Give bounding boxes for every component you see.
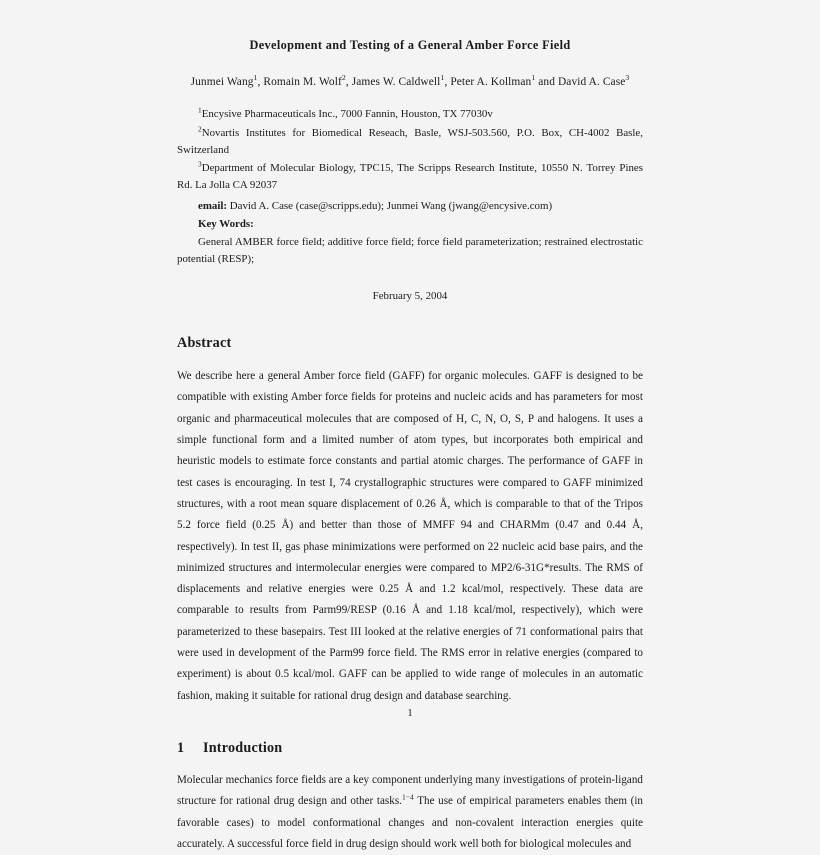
- email-line: [177, 198, 643, 216]
- affiliation-item: [177, 106, 643, 123]
- affiliation-text: Novartis Institutes for Biomedical Reseach, Basle, WSJ-503.560, P.O. Box, CH-4002 Basle, Switzerland: [177, 126, 643, 156]
- affiliation-marker: 1: [198, 105, 202, 115]
- page-number: 1: [407, 708, 413, 719]
- keywords-label: Key Words:: [198, 218, 254, 231]
- section-title: Introduction: [203, 739, 283, 756]
- affiliation-item: [177, 125, 643, 159]
- keywords-value: General AMBER force field; additive force field; force field parameterization; restrained electrostatic potential (RESP);: [177, 235, 643, 266]
- affiliation-text: Encysive Pharmaceuticals Inc., 7000 Fannin, Houston, TX 77030v: [201, 108, 493, 121]
- contact-and-keywords: [177, 198, 643, 269]
- abstract-body: We describe here a general Amber force field (GAFF) for organic molecules. GAFF is designed to be compatible with existing Amber force fields for proteins and nucleic acids and has parameters for most organic and pharmaceutical molecules that are composed of H, C, N, O, S, P and halogens. It uses a simple functional form and a limited number of atom types, but incorporates both empirical and heuristic models to estimate force constants and partial atomic charges. The performance of GAFF in test cases is encouraging. In test I, 74 crystallographic structures were compared to GAFF minimized structures, with a root mean square displacement of 0.26 Å, which is comparable to that of the Tripos 5.2 force field (0.25 Å) and better than those of MMFF 94 and CHARMm (0.47 and 0.44 Å, respectively). In test II, gas phase minimizations were performed on 22 nucleic acid base pairs, and the minimized structures and intermolecular energies were compared to MP2/6-31G*results. The RMS of displacements and relative energies were 0.25 Å and 1.2 kcal/mol, respectively. These data are comparable to results from Parm99/RESP (0.16 Å and 1.18 kcal/mol, respectively), which were parameterized to these basepairs. Test III looked at the relative energies of 71 conformational pairs that were used in development of the Parm99 force field. The RMS error in relative energies (compared to experiment) is about 0.5 kcal/mol. GAFF can be applied to wide range of molecules in an automatic fashion, making it suitable for rational drug design and database searching.: [177, 370, 643, 702]
- email-label: email:: [198, 200, 228, 213]
- affiliation-marker: 3: [198, 159, 202, 169]
- affiliation-list: [177, 106, 643, 194]
- author-list: Junmei Wang$^1$, Romain M. Wolf$^2$, James W. Caldwell$^1$, Peter A. Kollman$^1$ and David A. Case$^3$: [190, 73, 630, 88]
- email-value[interactable]: David A. Case (case@scripps.edu); Junmei Wang (jwang@encysive.com): [229, 200, 553, 213]
- affiliation-marker: 2: [198, 123, 202, 133]
- introduction-heading: [177, 740, 643, 757]
- affiliation-item: [177, 160, 643, 194]
- abstract-heading: Abstract: [177, 335, 232, 352]
- section-number: 1: [177, 739, 185, 756]
- page-title: Development and Testing of a General Amber Force Field: [249, 38, 571, 52]
- publication-date: February 5, 2004: [372, 290, 448, 303]
- introduction-body: Molecular mechanics force fields are a key component underlying many investigations of protein-ligand structure for rational drug design and other tasks.$^{1-4}$ The use of empirical parameters enables them (in favorable cases) to model conformational changes and non-covalent interaction energies quite accurately. A successful force field in drug design should work well both for biological molecules and: [177, 773, 644, 850]
- affiliation-text: Department of Molecular Biology, TPC15, The Scripps Research Institute, 10550 N. Torrey Pines Rd. La Jolla CA 92037: [177, 162, 643, 192]
- keywords-label-line: [177, 216, 643, 234]
- page-column: [177, 0, 643, 855]
